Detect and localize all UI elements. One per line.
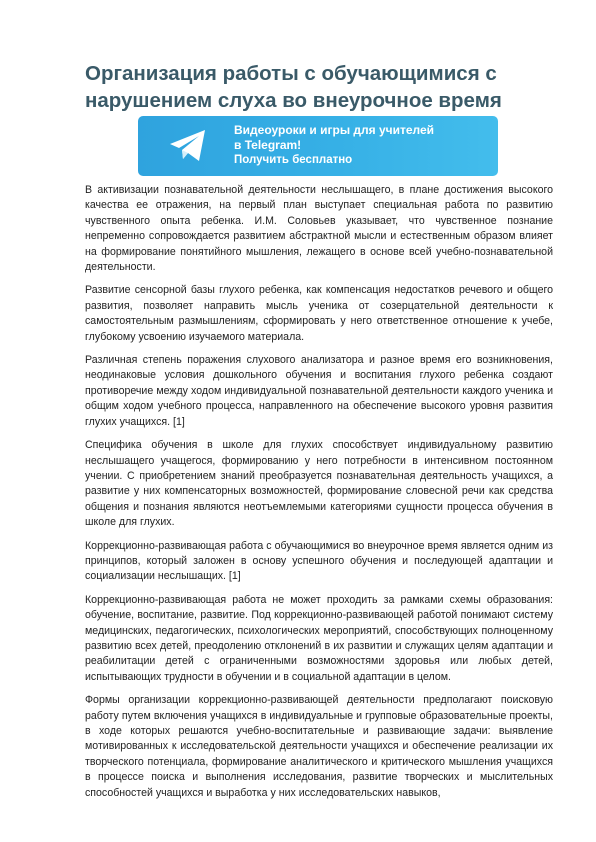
article-body [85, 183, 553, 809]
paragraph: Коррекционно-развивающая работа не может проходить за рамками схемы образования: обучение, воспитание, развитие. Под коррекционно-развивающей работой понимают систему медицинских, педагогических, психологических мероприятий, способствующих полноценному развитию всех детей, преодолению отклонений в их развитии и служащих целям адаптации и реабилитации детей с ограниченными возможностями здоровья или любых детей, испытывающих трудности в обучении и в социальной адаптации в целом. [85, 593, 553, 683]
telegram-plane-icon [168, 128, 208, 164]
paragraph: Формы организации коррекционно-развивающей деятельности предполагают поисковую работу путем включения учащихся в индивидуальные и групповые образовательные проекты, в ходе которых решаются учебно-воспитательные и развивающие задачи: выявление мотивированных к исследовательской деятельности учащихся и обеспечение реализации их творческого потенциала, формирование аналитического и критического мышления учащихся в процессе поиска и выполнения исследования, развитие творческих и мыслительных способностей учащихся и выработка у них исследовательских навыков, [85, 694, 553, 799]
page-title: Организация работы с обучающимися с нарушением слуха во внеурочное время [85, 62, 502, 112]
paragraph: Развитие сенсорной базы глухого ребенка, как компенсация недостатков речевого и общего развития, позволяет направить мысль ученика от созерцательной деятельности к самостоятельным размышлениям, сформировать у него ответственное отношение к учебе, глубокому усвоению изучаемого материала. [85, 284, 553, 343]
paragraph: Различная степень поражения слухового анализатора и разное время его возникновения, неодинаковые условия дошкольного обучения и воспитания глухого ребенка создают противоречие между ходом индивидуальной познавательной деятельности каждого ученика и общим ходом учебного процесса, направленного на обеспечение высокого уровня развития глухих учащихся. [1] [85, 354, 553, 428]
paragraph: Коррекционно-развивающая работа с обучающимися во внеурочное время является одним из принципов, который заложен в основу успешного обучения и последующей адаптации и социализации неслышащих. [1] [85, 539, 553, 583]
banner-line-2: в Telegram! [234, 138, 302, 152]
paragraph: Специфика обучения в школе для глухих способствует индивидуальному развитию неслышащего учащегося, формированию у него потребности в интенсивном постоянном учении. С приобретением знаний преобразуется познавательная деятельность учащихся, а развитие у них компенсаторных возможностей, формирование словесной речи как средства общения и познания являются неотъемлемыми категориями сущности процесса обучения в школе для глухих. [85, 439, 553, 529]
paragraph: В активизации познавательной деятельности неслышащего, в плане достижения высокого качества ее отражения, на первый план выступает специальная работа по развитию чувственного опыта ребенка. И.М. Соловьев указывает, что чувственное познание непременно сопровождается развитием абстрактной мысли и естественным образом влияет на формирование понятийного мышления, лежащего в основе всей учебно-познавательной деятельности. [85, 184, 553, 274]
banner-cta[interactable]: Получить бесплатно [234, 154, 353, 166]
telegram-banner[interactable] [138, 116, 498, 176]
banner-line-1: Видеоуроки и игры для учителей [234, 123, 435, 137]
